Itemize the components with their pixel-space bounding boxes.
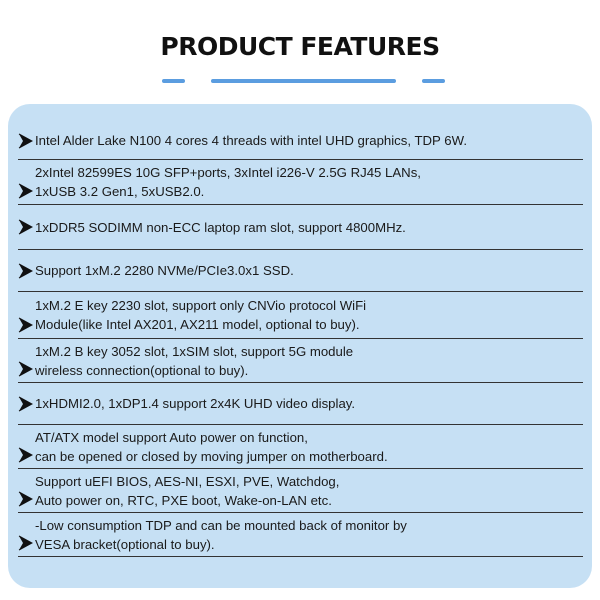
feature-item	[18, 469, 583, 513]
feature-text	[35, 131, 467, 150]
arrow-bullet-icon	[18, 133, 33, 149]
feature-line: Auto power on, RTC, PXE boot, Wake-on-LAN etc.	[35, 492, 332, 508]
feature-text	[35, 163, 421, 201]
arrow-bullet-icon	[18, 317, 33, 333]
feature-item	[18, 292, 583, 339]
arrow-bullet-icon	[18, 219, 33, 235]
arrow-bullet-icon	[18, 396, 33, 412]
feature-line: wireless connection(optional to buy).	[35, 362, 249, 378]
feature-text	[35, 218, 406, 237]
feature-item	[18, 122, 583, 160]
title-underline-right	[422, 79, 445, 83]
feature-text	[35, 394, 355, 413]
feature-line: 1xDDR5 SODIMM non-ECC laptop ram slot, support 4800MHz.	[35, 219, 406, 235]
feature-line: 1xM.2 E key 2230 slot, support only CNVio protocol WiFi	[35, 298, 367, 313]
feature-text	[35, 472, 339, 510]
arrow-bullet-icon	[18, 447, 33, 463]
feature-line: can be opened or closed by moving jumper on motherboard.	[35, 448, 388, 464]
feature-item	[18, 250, 583, 292]
title-underline-center	[211, 79, 396, 83]
feature-item	[18, 425, 583, 469]
feature-item	[18, 383, 583, 425]
page-title: PRODUCT FEATURES	[160, 32, 440, 61]
feature-line: 2xIntel 82599ES 10G SFP+ports, 3xIntel i226-V 2.5G RJ45 LANs,	[35, 165, 421, 180]
feature-line: Intel Alder Lake N100 4 cores 4 threads with intel UHD graphics, TDP 6W.	[35, 133, 467, 148]
feature-text	[35, 342, 353, 380]
feature-line: 1xM.2 B key 3052 slot, 1xSIM slot, support 5G module	[35, 343, 354, 359]
feature-text	[35, 261, 294, 280]
arrow-bullet-icon	[18, 183, 33, 199]
feature-item	[18, 339, 583, 383]
feature-item	[18, 513, 583, 557]
feature-line: 1xUSB 3.2 Gen1, 5xUSB2.0.	[35, 184, 205, 199]
feature-line: 1xHDMI2.0, 1xDP1.4 support 2x4K UHD video display.	[35, 396, 356, 411]
feature-item	[18, 160, 583, 205]
feature-text	[35, 428, 388, 466]
features-list	[18, 122, 583, 557]
arrow-bullet-icon	[18, 491, 33, 507]
feature-text	[35, 296, 366, 334]
feature-line: -Low consumption TDP and can be mounted back of monitor by	[35, 517, 407, 533]
feature-line: Module(like Intel AX201, AX211 model, optional to buy).	[35, 317, 360, 332]
feature-line: Support 1xM.2 2280 NVMe/PCIe3.0x1 SSD.	[35, 263, 294, 278]
arrow-bullet-icon	[18, 361, 33, 377]
title-underline-left	[162, 79, 185, 83]
feature-line: Support uEFI BIOS, AES-NI, ESXI, PVE, Watchdog,	[35, 473, 340, 489]
feature-line: VESA bracket(optional to buy).	[35, 536, 215, 552]
feature-text	[35, 516, 407, 554]
feature-line: AT/ATX model support Auto power on function,	[35, 429, 308, 445]
feature-item	[18, 205, 583, 250]
arrow-bullet-icon	[18, 535, 33, 551]
arrow-bullet-icon	[18, 263, 33, 279]
